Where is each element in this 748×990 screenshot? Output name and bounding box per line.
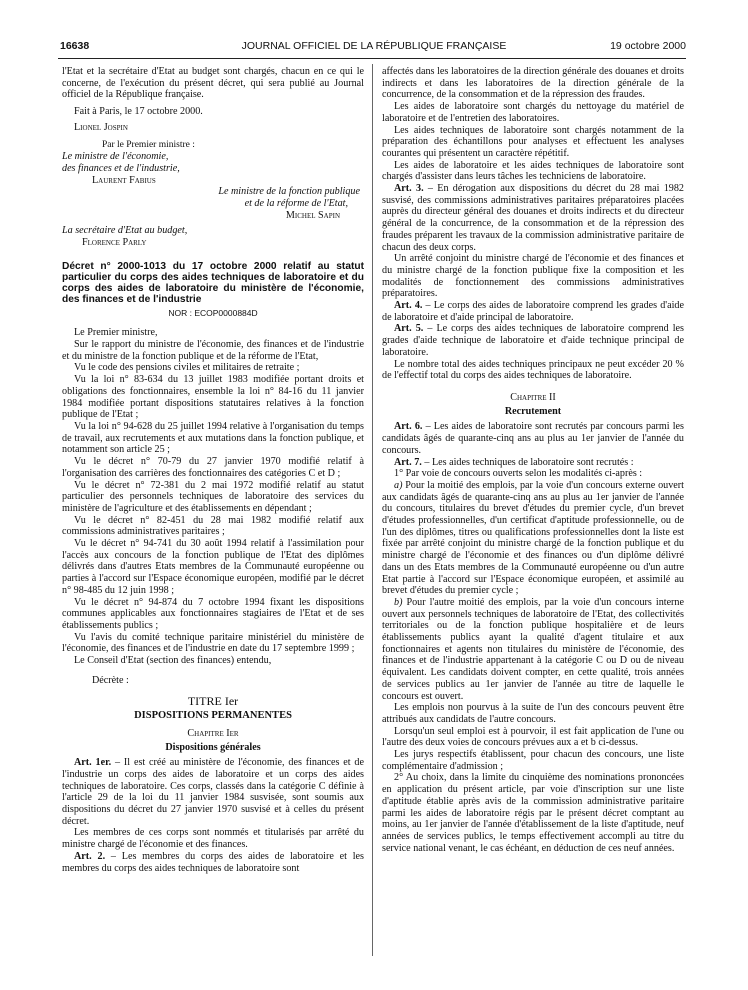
article-text: – Le corps des aides de laboratoire comprend les grades d'aide de laboratoire et d'aide principal de laboratoire. [382, 300, 684, 323]
article-label: Art. 4. [394, 300, 423, 312]
chapter-heading: Chapitre Ier [187, 727, 239, 739]
page-number: 16638 [60, 40, 90, 52]
column-divider [372, 64, 373, 956]
paragraph: Les membres de ces corps sont nommés et titularisés par arrêté du ministre chargé de l'économie et des finances. [62, 827, 364, 851]
paragraph: Les aides techniques de laboratoire sont chargés notamment de la préparation des échantillons pour analyses et effectuent les analyses courantes qui présentent un caractère répétitif. [382, 124, 684, 159]
signature-line: Le ministre de l'économie, [62, 151, 169, 163]
signature-line: et de la réforme de l'Etat, [244, 198, 348, 210]
issue-date: 19 octobre 2000 [610, 40, 686, 52]
item-label: b) [394, 596, 403, 608]
article-label: Art. 3. [394, 183, 424, 195]
article-4 [382, 300, 684, 323]
paragraph: affectés dans les laboratoires de la direction générale des douanes et droits indirects et dans les laboratoires de la direction générale de la concurrence, de la consommation et de la répression des fraudes. [382, 66, 684, 101]
article-label: Art. 1er. [74, 757, 112, 769]
visa: Vu le décret n° 70-79 du 27 janvier 1970 modifié relatif à l'organisation des carrières des fonctionnaires des catégories C et D ; [62, 456, 364, 479]
article-6 [382, 421, 684, 456]
paragraph: Les aides de laboratoire sont chargés du nettoyage du matériel de laboratoire et de l'entretien des laboratoires. [382, 101, 684, 124]
section-heading: Dispositions générales [165, 741, 261, 753]
visa: Vu la loi n° 94-628 du 25 juillet 1994 relative à l'organisation du temps de travail, aux recrutements et aux mutations dans la fonction publique, et notamment son article 25 ; [62, 420, 364, 456]
paragraph [382, 480, 684, 597]
title-heading: TITRE Ier [187, 694, 239, 709]
signature-name: Michel Sapin [285, 209, 340, 221]
paragraph: 1° Par voie de concours ouverts selon les modalités ci-après : [394, 468, 643, 480]
paragraph: l'Etat et la secrétaire d'Etat au budget sont chargés, chacun en ce qui le concerne, de l'exécution du présent décret, qui sera publié au Journal officiel de la République française. [62, 66, 364, 101]
item-text: Pour la moitié des emplois, par la voie d'un concours externe ouvert aux candidats âgés de quarante-cinq ans au plus au 1er janvier de l'année du concours, titulaires du brevet d'études du premier cycle, d'un brevet d'études professionnelles, d'un certificat d'aptitude professionnelle, ou de l'un des diplômes, titres ou qualifications professionnelles dont la liste est fixée par arrêté conjoint du ministre chargé de la fonction publique et du ministre chargé de l'économie et des finances ou d'un diplôme délivré dans un des Etats membres de la Communauté européenne ou d'un autre Etat partie à l'accord sur l'Espace économique européen, et assimilé au brevet d'études du premier cycle ; [382, 479, 684, 597]
title-subheading: DISPOSITIONS PERMANENTES [134, 710, 292, 722]
article-text: – Les aides techniques de laboratoire sont recrutés : [421, 456, 634, 468]
article-label: Art. 2. [74, 850, 106, 862]
left-column [62, 66, 364, 874]
nor-reference: NOR : ECOP0000884D [168, 307, 258, 318]
chapter-heading: Chapitre II [510, 391, 556, 403]
visa: Le Premier ministre, [74, 327, 158, 339]
visa: Vu le décret n° 94-741 du 30 août 1994 relatif à l'assimilation pour l'accès aux concours de la fonction publique de l'Etat des diplômes délivrés dans d'autres Etats membres de la Communauté européenne ou parties à l'accord sur l'Espace économique européen, modifié par le décret n° 98-485 du 12 juin 1998 ; [62, 538, 364, 596]
signature-line: Par le Premier ministre : [102, 139, 195, 150]
article-label: Art. 5. [394, 323, 424, 335]
article-1 [62, 757, 364, 827]
item-label: a) [394, 479, 403, 491]
paragraph [382, 597, 684, 702]
visa: Vu la loi n° 83-634 du 13 juillet 1983 modifiée portant droits et obligations des fonctionnaires, ensemble la loi n° 84-16 du 11 janvier 1984 modifiée portant dispositions statutaires relatives à la fonction publique de l'Etat ; [62, 374, 364, 421]
right-column [382, 66, 684, 854]
signature-line: des finances et de l'industrie, [62, 162, 180, 174]
signature-line: Le ministre de la fonction publique [218, 186, 360, 198]
decrete: Décrète : [92, 674, 129, 686]
visa: Vu l'avis du comité technique paritaire ministériel du ministère de l'économie, des finances et de l'industrie en date du 17 septembre 1999 ; [62, 631, 364, 655]
visa: Vu le décret n° 72-381 du 2 mai 1972 modifié relatif au statut particulier des personnels techniques de laboratoire des services du ministère de l'agriculture et des établissements en dépendant ; [62, 479, 364, 514]
paragraph: Fait à Paris, le 17 octobre 2000. [74, 106, 203, 118]
journal-title: JOURNAL OFFICIEL DE LA RÉPUBLIQUE FRANÇAISE [241, 40, 507, 52]
signature-name: Florence Parly [82, 237, 147, 249]
item-text: Pour l'autre moitié des emplois, par la voie d'un concours interne ouvert aux personnels techniques de laboratoire de l'Etat, des collectivités territoriales ou de la fonction publique hospitalière et de leurs établissements publics ayant la qualité d'agent titulaire et aux fonctionnaires et agents non titulaires du ministère de l'économie, des finances et de l'industrie appartenant à la catégorie C ou D ou de niveau équivalent. Les candidats doivent compter, en cette qualité, trois années de services publics au 1er janvier de l'année au titre de laquelle le concours est ouvert. [382, 596, 684, 702]
article-2 [62, 851, 364, 874]
article-text: – Le corps des aides techniques de laboratoire comprend les grades d'aide technique de laboratoire et d'aide technique principal de laboratoire. [382, 323, 684, 358]
visa: Vu le code des pensions civiles et militaires de retraite ; [74, 362, 300, 374]
article-label: Art. 7. [394, 456, 422, 468]
decree-title: Décret n° 2000-1013 du 17 octobre 2000 relatif au statut particulier du corps des aides techniques de laboratoire et du corps des aides de laboratoire du ministère de l'économie, des finances et de l'industrie [62, 260, 364, 306]
header-rule [58, 58, 686, 59]
visa: Vu le décret n° 94-874 du 7 octobre 1994 fixant les dispositions communes applicables aux fonctionnaires stagiaires de l'Etat et de ses établissements publics ; [62, 596, 364, 631]
article-5 [382, 323, 684, 358]
article-text: – Les membres du corps des aides de laboratoire et les membres du corps des aides techniques de laboratoire sont [62, 850, 364, 874]
article-text: – Les aides de laboratoire sont recrutés par concours parmi les candidats âgés de quarante-cinq ans au plus au 1er janvier de l'année du concours. [382, 421, 684, 456]
article-label: Art. 6. [394, 421, 423, 433]
visa: Vu le décret n° 82-451 du 28 mai 1982 modifié relatif aux commissions administratives paritaires ; [62, 514, 364, 538]
article-text: – Il est créé au ministère de l'économie, des finances et de l'industrie un corps des aides de laboratoire et un corps des aides techniques de laboratoire. Ces corps, classés dans la catégorie C définie à l'article 29 de la loi du 11 janvier 1984 susvisée, sont soumis aux dispositions du décret du 27 janvier 1970 susvisé et à celles du présent décret. [62, 757, 364, 827]
section-heading: Recrutement [504, 405, 562, 417]
signature-pm: Lionel Jospin [74, 121, 128, 133]
paragraph: Les emplois non pourvus à la suite de l'un des concours peuvent être attribués aux candidats de l'autre concours. [382, 702, 684, 725]
paragraph: Les jurys respectifs établissent, pour chacun des concours, une liste complémentaire d'admission ; [382, 749, 684, 772]
paragraph: Le nombre total des aides techniques principaux ne peut excéder 20 % de l'effectif total du corps des aides techniques de laboratoire. [382, 358, 684, 382]
paragraph: 2° Au choix, dans la limite du cinquième des nominations prononcées en application du présent article, par voie d'inscription sur une liste d'aptitude établie après avis de la commission administrative paritaire parmi les aides de laboratoire régis par le présent décret comptant au moins, au 1er janvier de l'année d'établissement de la liste d'aptitude, neuf années de services publics, le temps effectivement accompli au titre du service national venant, le cas échéant, en déduction de ces neuf années. [382, 772, 684, 854]
paragraph: Lorsqu'un seul emploi est à pourvoir, il est fait application de l'une ou l'autre des deux voies de concours prévues aux a et b ci-dessus. [382, 725, 684, 749]
article-3 [382, 183, 684, 253]
paragraph: Les aides de laboratoire et les aides techniques de laboratoire sont chargés d'assister dans leurs tâches les techniciens de laboratoire. [382, 159, 684, 183]
paragraph: Un arrêté conjoint du ministre chargé de l'économie et des finances et du ministre chargé de la fonction publique fixe la composition et les modalités de fonctionnement des commissions administratives préparatoires. [382, 253, 684, 300]
visa: Le Conseil d'Etat (section des finances) entendu, [74, 655, 272, 667]
article-text: – En dérogation aux dispositions du décret du 28 mai 1982 susvisé, des commissions administratives paritaires préparatoires placées auprès du directeur général des douanes et droits indirects et du directeur général de la concurrence, de la consommation et de la répression des fraudes préparent les travaux de la commission administrative paritaire de chacun des deux corps. [382, 183, 684, 253]
article-7 [382, 457, 684, 469]
visa: Sur le rapport du ministre de l'économie, des finances et de l'industrie et du ministre de la fonction publique et de la réforme de l'Etat, [62, 339, 364, 362]
signature-name: Laurent Fabius [92, 174, 156, 186]
signature-line: La secrétaire d'Etat au budget, [62, 225, 188, 237]
